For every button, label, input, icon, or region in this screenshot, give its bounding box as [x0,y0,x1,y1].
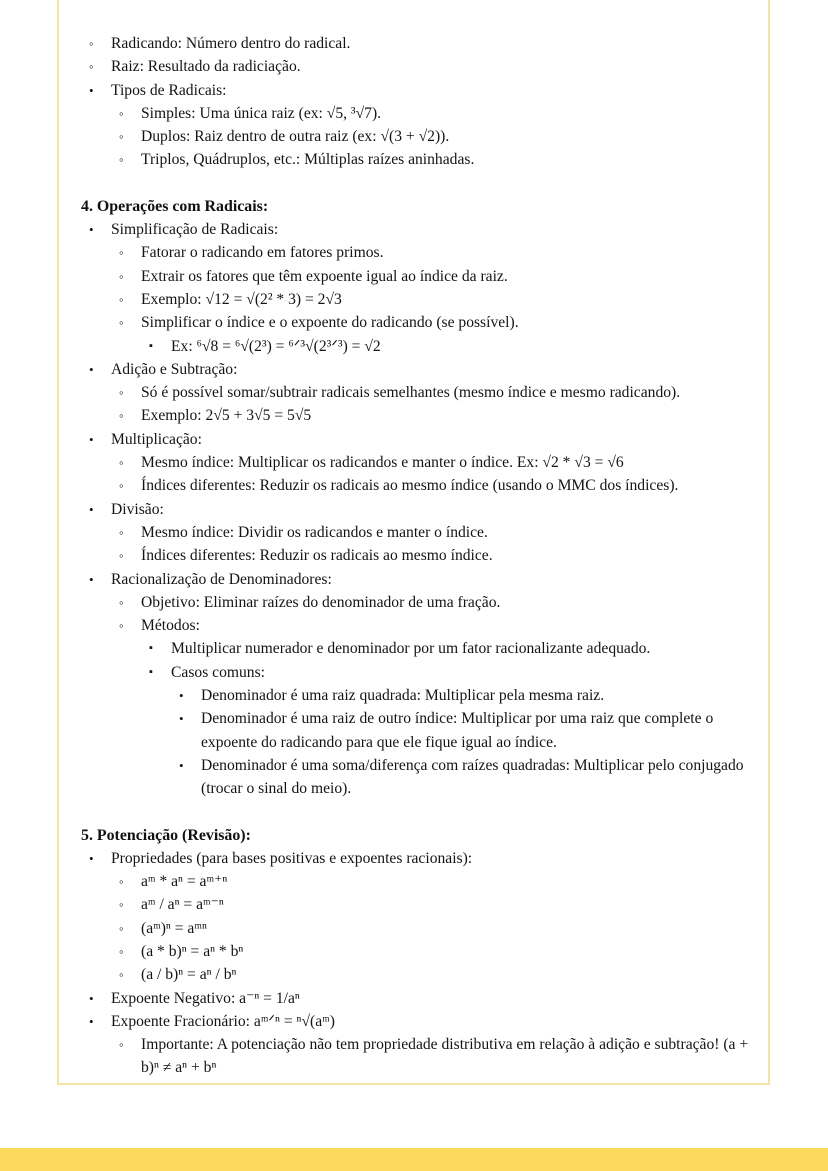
sublist-casos [171,684,749,800]
list-item [81,1010,749,1080]
item-metodo-casos: Casos comuns: [171,663,265,681]
item-simplificacao-1: Fatorar o radicando em fatores primos. [141,244,384,262]
circle-bullet-icon: ◦ [89,59,94,75]
sublist-adicao [111,381,749,428]
sublist-tipos [111,102,749,172]
list-item [111,521,749,544]
disc-bullet-icon: • [89,431,94,447]
circle-bullet-icon: ◦ [119,315,124,331]
list-item [111,591,749,614]
circle-bullet-icon: ◦ [119,524,124,540]
circle-bullet-icon: ◦ [119,291,124,307]
list-item [111,544,749,567]
document-page-card [57,0,770,1085]
item-adicao-1: Só é possível somar/subtrair radicais semelhantes (mesmo índice e mesmo radicando). [141,384,681,402]
circle-bullet-icon: ◦ [119,245,124,261]
list-potenciacao [81,847,749,1080]
list-tipos-de-radicais [81,79,749,172]
list-item [111,614,749,800]
item-importante: Importante: A potenciação não tem propriedade distributiva em relação à adição e subtração! (a + b)ⁿ ≠ aⁿ + bⁿ [141,1036,749,1077]
list-item [81,79,749,172]
item-multiplicacao-1: Mesmo índice: Multiplicar os radicandos e manter o índice. Ex: √2 * √3 = √6 [141,454,624,472]
list-item [111,148,749,171]
item-tipos-duplos: Duplos: Raiz dentro de outra raiz (ex: √(3 + √2)). [141,128,450,146]
list-item [81,428,749,498]
item-divisao-2: Índices diferentes: Reduzir os radicais ao mesmo índice. [141,547,493,565]
item-simplificacao-heading: Simplificação de Radicais: [111,221,279,239]
section-heading-4: 4. Operações com Radicais: [81,197,269,215]
item-prop-4: (a * b)ⁿ = aⁿ * bⁿ [141,942,244,960]
section-spacer [81,172,749,195]
list-item [111,893,749,916]
list-item [81,55,749,78]
disc-bullet-icon: • [89,222,94,238]
disc-bullet-icon: • [89,571,94,587]
circle-bullet-icon: ◦ [119,408,124,424]
list-item [81,498,749,568]
list-item [111,404,749,427]
item-tipos-simples: Simples: Uma única raiz (ex: √5, ³√7). [141,104,382,122]
circle-bullet-icon: ◦ [119,268,124,284]
item-multiplicacao-heading: Multiplicação: [111,430,202,448]
disc-bullet-icon: • [179,711,184,727]
list-item [111,102,749,125]
square-bullet-icon: ▪ [149,339,153,352]
document-body [81,32,749,1080]
list-item [171,707,749,754]
sublist-importante [111,1033,749,1080]
circle-bullet-icon: ◦ [119,1037,124,1053]
list-item [81,847,749,987]
item-tipos-triplos: Triplos, Quádruplos, etc.: Múltiplas raízes aninhadas. [141,151,475,169]
circle-bullet-icon: ◦ [119,105,124,121]
item-radicando: Radicando: Número dentro do radical. [111,35,351,52]
circle-bullet-icon: ◦ [89,36,94,51]
sublist-propriedades [111,870,749,986]
item-simplificacao-2: Extrair os fatores que têm expoente igual ao índice da raiz. [141,267,508,285]
list-item [81,32,749,55]
circle-bullet-icon: ◦ [119,897,124,913]
item-simplificacao-3: Exemplo: √12 = √(2² * 3) = 2√3 [141,290,342,308]
list-item [141,637,749,660]
list-item [111,917,749,940]
disc-bullet-icon: • [179,688,184,704]
list-item [81,987,749,1010]
sublist-simplificacao-ex [141,335,749,358]
item-prop-1: aᵐ * aⁿ = aᵐ⁺ⁿ [141,873,228,891]
item-tipos-heading: Tipos de Radicais: [111,81,227,99]
item-multiplicacao-2: Índices diferentes: Reduzir os radicais ao mesmo índice (usando o MMC dos índices). [141,477,679,495]
sublist-multiplicacao [111,451,749,498]
sublist-simplificacao [111,241,749,357]
sublist-divisao [111,521,749,568]
item-racionalizacao-metodos: Métodos: [141,617,200,635]
disc-bullet-icon: • [89,1013,94,1029]
item-prop-2: aᵐ / aⁿ = aᵐ⁻ⁿ [141,896,224,914]
circle-bullet-icon: ◦ [119,874,124,890]
item-racionalizacao-objetivo: Objetivo: Eliminar raízes do denominador de uma fração. [141,593,501,611]
circle-bullet-icon: ◦ [119,455,124,471]
item-expoente-fracionario: Expoente Fracionário: aᵐᐟⁿ = ⁿ√(aᵐ) [111,1012,335,1030]
list-item [141,335,749,358]
item-adicao-2: Exemplo: 2√5 + 3√5 = 5√5 [141,407,312,425]
item-simplificacao-ex: Ex: ⁶√8 = ⁶√(2³) = ⁶ᐟ³√(2³ᐟ³) = √2 [171,337,381,355]
circle-bullet-icon: ◦ [119,152,124,168]
sublist-metodos [141,637,749,800]
list-item [81,218,749,358]
list-item [111,381,749,404]
circle-bullet-icon: ◦ [119,920,124,936]
circle-bullet-icon: ◦ [119,967,124,983]
item-adicao-heading: Adição e Subtração: [111,360,238,378]
item-divisao-1: Mesmo índice: Dividir os radicandos e manter o índice. [141,523,488,541]
disc-bullet-icon: • [89,990,94,1006]
disc-bullet-icon: • [179,757,184,773]
circle-bullet-icon: ◦ [119,385,124,401]
list-item [111,265,749,288]
list-item [81,358,749,428]
circle-bullet-icon: ◦ [119,129,124,145]
item-propriedades-heading: Propriedades (para bases positivas e expoentes racionais): [111,849,473,867]
list-item [111,241,749,264]
circle-bullet-icon: ◦ [119,478,124,494]
item-divisao-heading: Divisão: [111,500,164,518]
sublist-racionalizacao [111,591,749,801]
list-item [111,870,749,893]
disc-bullet-icon: • [89,361,94,377]
circle-bullet-icon: ◦ [119,943,124,959]
list-item [111,311,749,358]
item-simplificacao-4: Simplificar o índice e o expoente do radicando (se possível). [141,314,519,332]
square-bullet-icon: ▪ [149,665,153,678]
list-operacoes [81,218,749,800]
circle-bullet-icon: ◦ [119,548,124,564]
section-spacer [81,801,749,824]
item-caso-2: Denominador é uma raiz de outro índice: Multiplicar por uma raiz que complete o expoente do radicando para que ele fique igual ao índice. [201,710,714,751]
list-item [171,684,749,707]
list-continuation-definitions [81,32,749,79]
item-prop-3: (aᵐ)ⁿ = aᵐⁿ [141,919,207,937]
list-item [81,568,749,801]
list-item [111,451,749,474]
circle-bullet-icon: ◦ [119,594,124,610]
list-item [171,754,749,801]
item-metodo-1: Multiplicar numerador e denominador por um fator racionalizante adequado. [171,640,651,658]
circle-bullet-icon: ◦ [119,618,124,634]
list-item [111,940,749,963]
item-caso-1: Denominador é uma raiz quadrada: Multiplicar pela mesma raiz. [201,687,605,705]
list-item [111,474,749,497]
section-heading-5: 5. Potenciação (Revisão): [81,826,251,844]
list-item [111,125,749,148]
list-item [141,661,749,801]
list-item [111,288,749,311]
disc-bullet-icon: • [89,850,94,866]
item-prop-5: (a / b)ⁿ = aⁿ / bⁿ [141,966,237,984]
square-bullet-icon: ▪ [149,642,153,655]
disc-bullet-icon: • [89,501,94,517]
item-racionalizacao-heading: Racionalização de Denominadores: [111,570,332,588]
disc-bullet-icon: • [89,82,94,98]
item-caso-3: Denominador é uma soma/diferença com raízes quadradas: Multiplicar pelo conjugado (trocar o sinal do meio). [201,756,744,798]
bottom-accent-bar [0,1148,828,1171]
item-expoente-negativo: Expoente Negativo: a⁻ⁿ = 1/aⁿ [111,989,300,1007]
item-raiz: Raiz: Resultado da radiciação. [111,58,301,76]
list-item [111,1033,749,1080]
list-item [111,963,749,986]
